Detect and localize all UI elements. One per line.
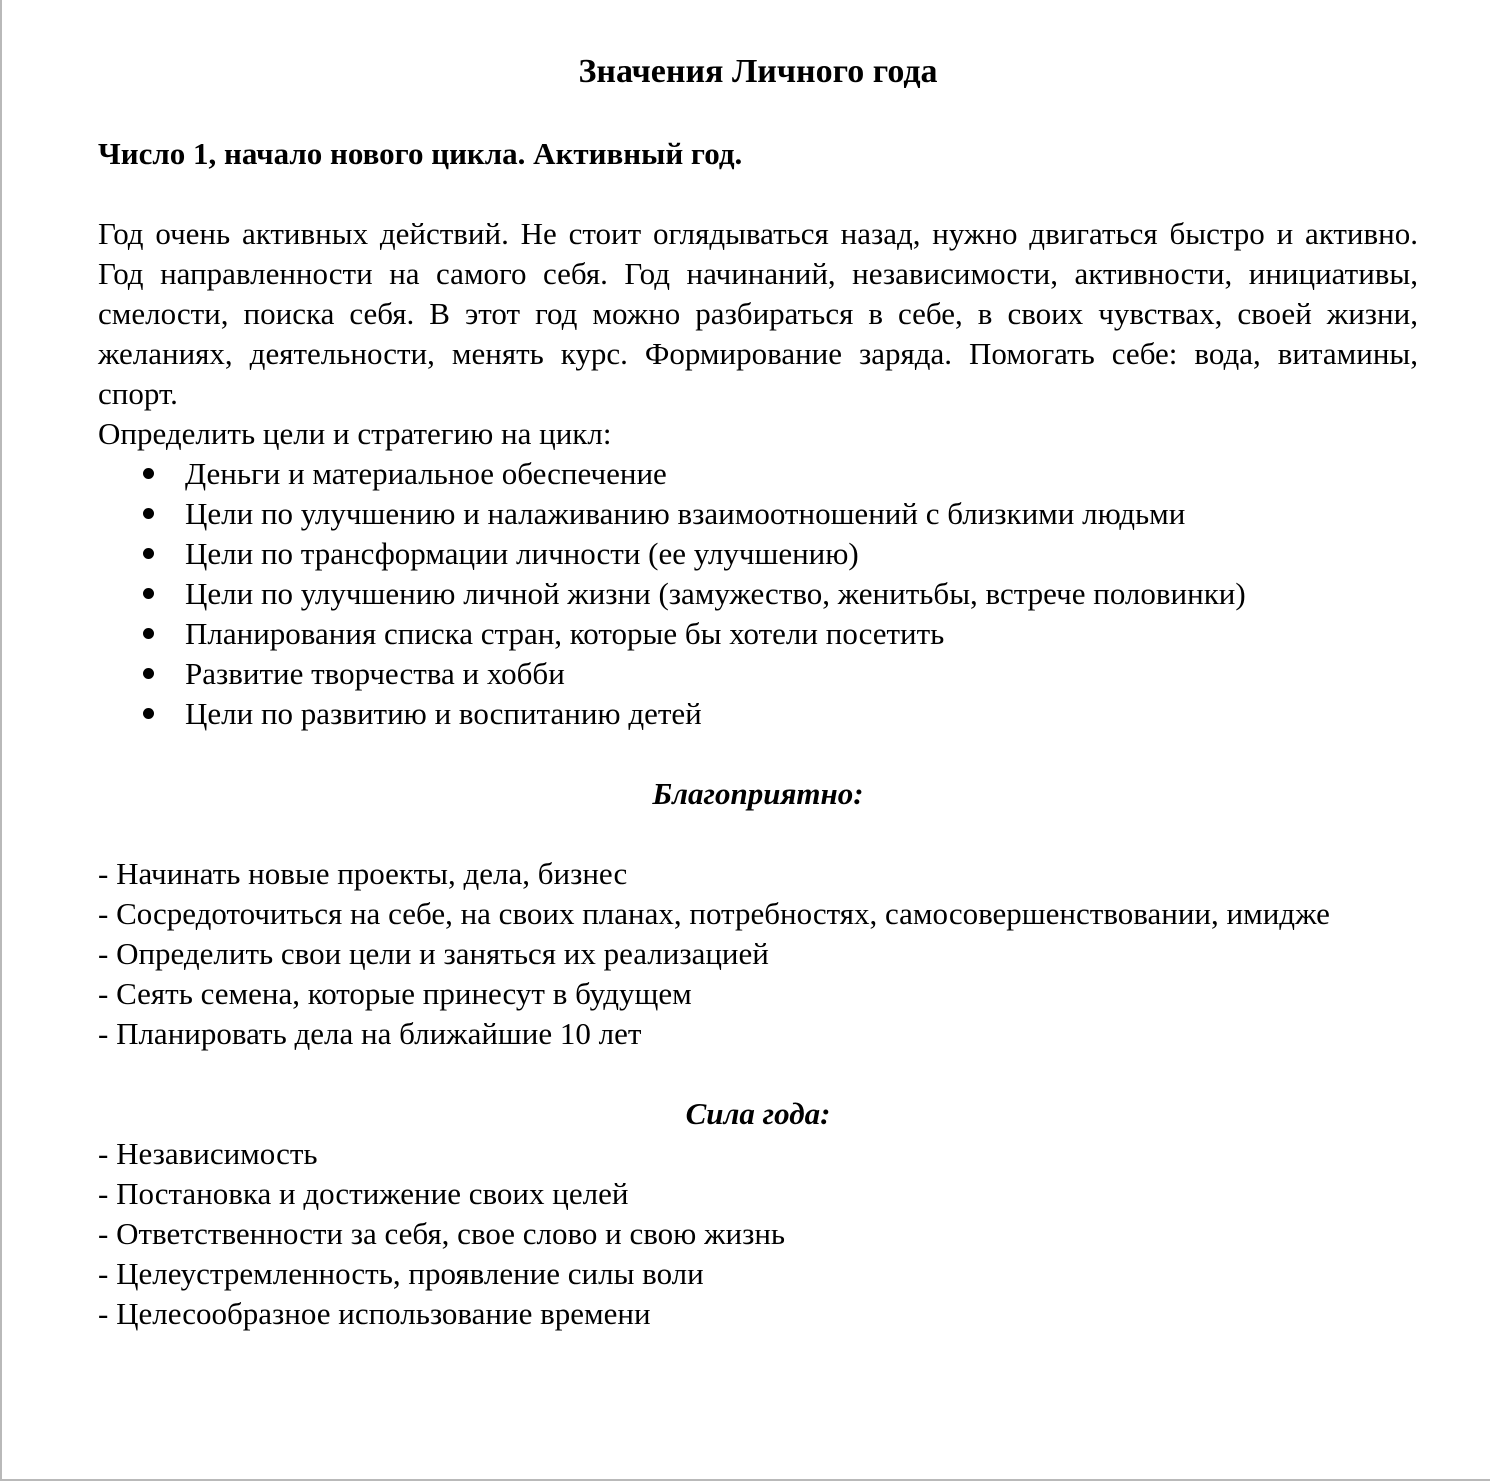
strength-item: - Независимость	[98, 1136, 318, 1171]
bullet-icon	[143, 668, 154, 679]
goal-item	[98, 454, 1418, 494]
bullet-icon	[143, 508, 154, 519]
strength-item: - Постановка и достижение своих целей	[98, 1176, 629, 1211]
section-subtitle: Число 1, начало нового цикла. Активный год.	[98, 136, 743, 171]
bullet-icon	[143, 628, 154, 639]
strength-heading: Сила года:	[685, 1096, 831, 1131]
intro-paragraph: Год очень активных действий. Не стоит оглядываться назад, нужно двигаться быстро и активно. Год направленности на самого себя. Год начинаний, независимости, активности, инициативы, смелости, поиска себя. В этот год можно разбираться в себе, в своих чувствах, своей жизни, желаниях, деятельности, менять курс. Формирование заряда. Помогать себе: вода, витамины, спорт.	[98, 216, 1418, 411]
document-content	[98, 50, 1418, 1334]
goal-text: Цели по улучшению личной жизни (замужество, женитьбы, встрече половинки)	[185, 576, 1246, 611]
bullet-icon	[143, 468, 154, 479]
goal-item	[98, 494, 1418, 534]
strength-item: - Целесообразное использование времени	[98, 1296, 651, 1331]
goal-item	[98, 694, 1418, 734]
strength-list	[98, 1134, 1418, 1334]
favorable-list	[98, 854, 1418, 1054]
favorable-item: - Определить свои цели и заняться их реализацией	[98, 936, 769, 971]
favorable-item: - Начинать новые проекты, дела, бизнес	[98, 856, 628, 891]
favorable-heading: Благоприятно:	[652, 776, 864, 811]
document-title: Значения Личного года	[578, 53, 938, 90]
goal-text: Цели по развитию и воспитанию детей	[185, 696, 702, 731]
favorable-item: - Сеять семена, которые принесут в будущем	[98, 976, 692, 1011]
goal-text: Планирования списка стран, которые бы хотели посетить	[185, 616, 945, 651]
goal-text: Цели по трансформации личности (ее улучшению)	[185, 536, 859, 571]
favorable-item: - Сосредоточиться на себе, на своих планах, потребностях, самосовершенствовании, имидже	[98, 896, 1330, 931]
bullet-icon	[143, 588, 154, 599]
bullet-icon	[143, 708, 154, 719]
strength-item: - Целеустремленность, проявление силы воли	[98, 1256, 704, 1291]
goal-item	[98, 614, 1418, 654]
goal-text: Цели по улучшению и налаживанию взаимоотношений с близкими людьми	[185, 496, 1186, 531]
goal-item	[98, 534, 1418, 574]
goal-item	[98, 574, 1418, 614]
goals-intro: Определить цели и стратегию на цикл:	[98, 416, 612, 451]
bullet-icon	[143, 548, 154, 559]
goals-list	[98, 454, 1418, 734]
strength-item: - Ответственности за себя, свое слово и свою жизнь	[98, 1216, 786, 1251]
goal-text: Развитие творчества и хобби	[185, 656, 565, 691]
favorable-item: - Планировать дела на ближайшие 10 лет	[98, 1016, 642, 1051]
goal-item	[98, 654, 1418, 694]
goal-text: Деньги и материальное обеспечение	[185, 456, 667, 491]
